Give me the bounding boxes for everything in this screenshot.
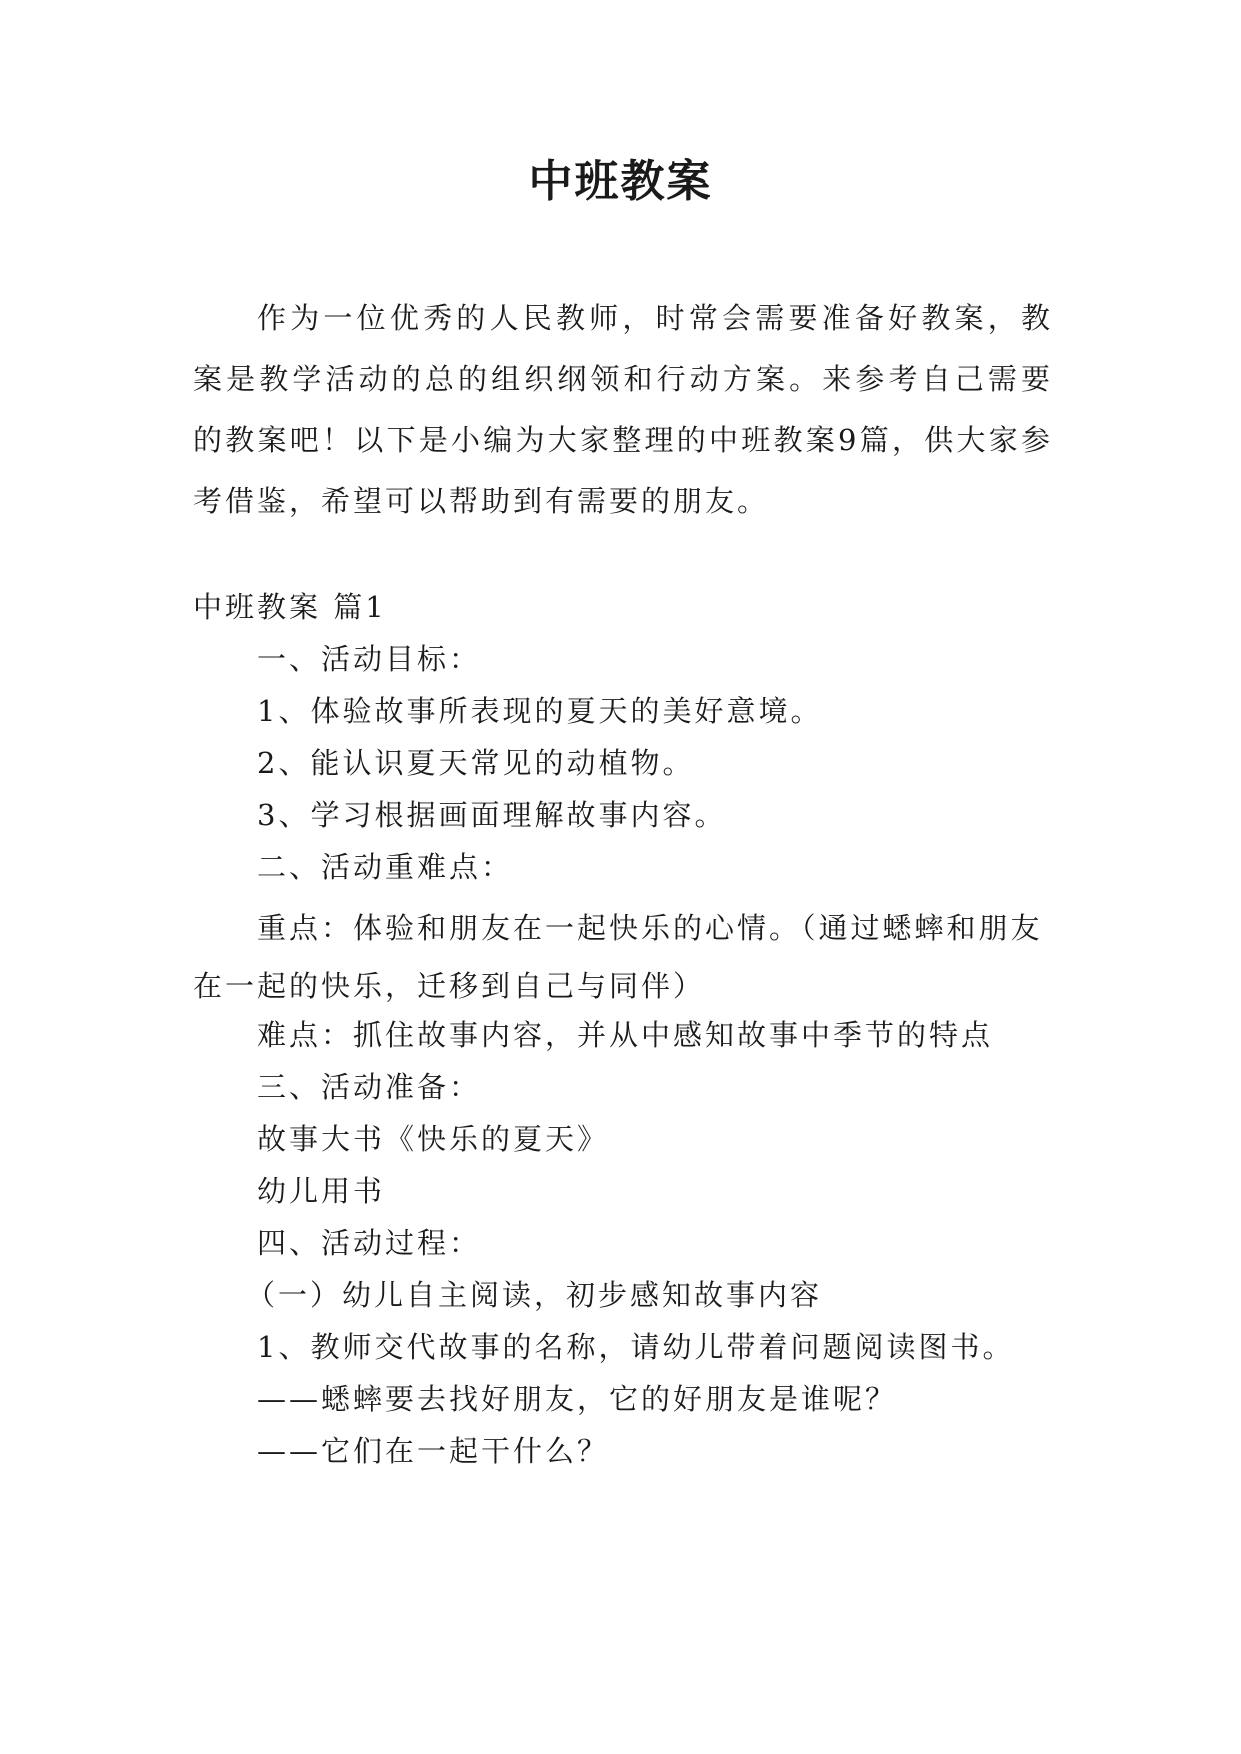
goal-item-1: 1、体验故事所表现的夏天的美好意境。	[257, 694, 823, 728]
heading-key-points: 二、活动重难点：	[257, 850, 514, 884]
preparation-item-1: 故事大书《快乐的夏天》	[257, 1122, 610, 1156]
preparation-item-2: 幼儿用书	[257, 1174, 386, 1208]
heading-preparation: 三、活动准备：	[257, 1070, 482, 1104]
goal-item-2: 2、能认识夏天常见的动植物。	[257, 746, 695, 780]
difficulty-text: 难点：抓住故事内容，并从中感知故事中季节的特点	[257, 1018, 994, 1052]
heading-process: 四、活动过程：	[257, 1226, 482, 1260]
heading-activity-goals: 一、活动目标：	[257, 642, 482, 676]
intro-paragraph: 作为一位优秀的人民教师，时常会需要准备好教案，教案是教学活动的总的组织纲领和行动方案。来参考自己需要的教案吧！以下是小编为大家整理的中班教案9篇，供大家参考借鉴，希望可以帮助到有需要的朋友。	[193, 301, 1053, 518]
question-line-2: ——它们在一起干什么？	[257, 1434, 610, 1468]
key-point-text: 重点：体验和朋友在一起快乐的心情。（通过蟋蟀和朋友在一起的快乐，迁移到自己与同伴）	[193, 911, 1043, 1003]
goal-item-3: 3、学习根据画面理解故事内容。	[257, 798, 727, 832]
question-line-1: ——蟋蟀要去找好朋友，它的好朋友是谁呢？	[257, 1382, 898, 1416]
document-title: 中班教案	[528, 156, 713, 207]
process-substep-1: 1、教师交代故事的名称，请幼儿带着问题阅读图书。	[257, 1330, 1015, 1364]
process-step-1: （一）幼儿自主阅读，初步感知故事内容	[246, 1278, 823, 1312]
section-heading: 中班教案 篇1	[193, 590, 387, 624]
